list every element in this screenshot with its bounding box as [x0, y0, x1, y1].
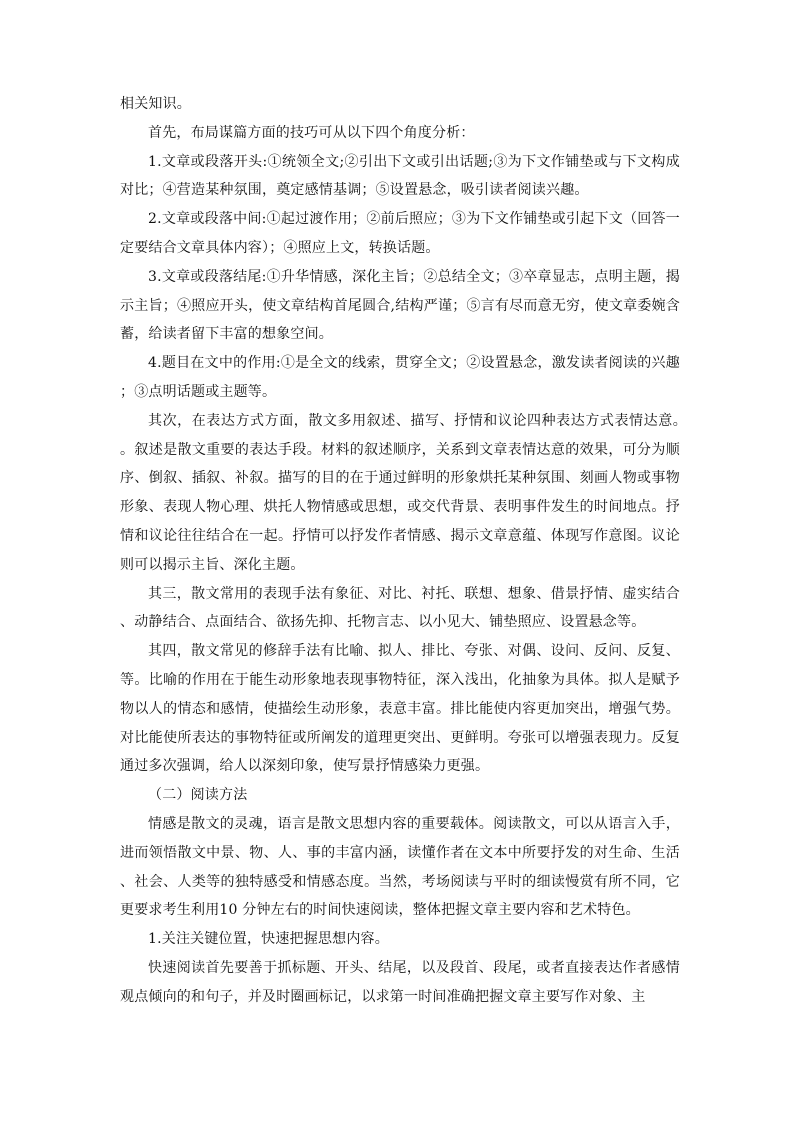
paragraph-key-position: 1.关注关键位置，快速把握思想内容。	[148, 931, 389, 948]
paragraph-continuation: 相关知识。	[120, 96, 191, 112]
paragraph-fast-reading: 快速阅读首先要善于抓标题、开头、结尾，以及段首、段尾，或者直接表达作者感情观点倾向的和句子，并及时圈画标记，以求第一时间准确把握文章主要写作对象、主	[120, 959, 680, 1005]
paragraph-title-function: 4.题目在文中的作用:①是全文的线索，贯穿全文；②设置悬念，激发读者阅读的兴趣；③点明话题或主题等。	[120, 355, 680, 400]
paragraph-expression-methods: 其次，在表达方式方面，散文多用叙述、描写、抒情和议论四种表达方式表情达意。。叙述是散文重要的表达手段。材料的叙述顺序，关系到文章表情达意的效果，可分为顺序、倒叙、插叙、补叙。描写的目的在于通过鲜明的形象烘托某种氛围、刻画人物或事物形象、表现人物心理、烘托人物情感或思想，或交代背景、表明事件发生的时间地点。抒情和议论往往结合在一起。抒情可以抒发作者情感、揭示文章意蕴、体现写作意图。议论则可以揭示主旨、深化主题。	[120, 412, 680, 573]
paragraph-expressive-techniques: 其三，散文常用的表现手法有象征、对比、衬托、联想、想象、借景抒情、虚实结合、动静结合、点面结合、欲扬先抑、托物言志、以小见大、铺垫照应、设置悬念等。	[120, 585, 680, 631]
paragraph-reading-intro: 情感是散文的灵魂，语言是散文思想内容的重要载体。阅读散文，可以从语言入手，进而领悟散文中景、物、人、事的丰富内涵，读懂作者在文本中所要抒发的对生命、生活、社会、人类等的独特感受和情感态度。当然，考场阅读与平时的细读慢赏有所不同，它更要求考生利用10 分钟左右的时间快速阅读，整体把握文章主要内容和艺术特色。	[120, 815, 680, 919]
paragraph-intro-first: 首先，布局谋篇方面的技巧可从以下四个角度分析：	[148, 124, 475, 141]
document-page	[120, 90, 680, 1012]
paragraph-rhetoric: 其四，散文常见的修辞手法有比喻、拟人、排比、夸张、对偶、设问、反问、反复、等。比喻的作用在于能生动形象地表现事物特征，深入浅出，化抽象为具体。拟人是赋予物以人的情态和感情，使描绘生动形象，表意丰富。排比能使内容更加突出，增强气势。对比能使所表达的事物特征或所阐发的道理更突出、更鲜明。夸张可以增强表现力。反复通过多次强调，给人以深刻印象，使写景抒情感染力更强。	[120, 643, 680, 775]
paragraph-middle-techniques: 2.文章或段落中间:①起过渡作用；②前后照应；③为下文作铺垫或引起下文（回答一定要结合文章具体内容）；④照应上文，转换话题。	[120, 211, 680, 256]
paragraph-opening-techniques: 1.文章或段落开头:①统领全文;②引出下文或引出话题;③为下文作铺垫或与下文构成对比；④营造某种氛围，奠定感情基调；⑤设置悬念，吸引读者阅读兴趣。	[120, 153, 680, 199]
paragraph-ending-techniques: 3.文章或段落结尾:①升华情感，深化主旨；②总结全文；③卒章显志，点明主题，揭示主旨；④照应开头，使文章结构首尾圆合,结构严谨；⑤言有尽而意无穷，使文章委婉含蓄，给读者留下丰富的想象空间。	[120, 268, 680, 343]
section-heading-reading-method: （二）阅读方法	[148, 787, 248, 804]
